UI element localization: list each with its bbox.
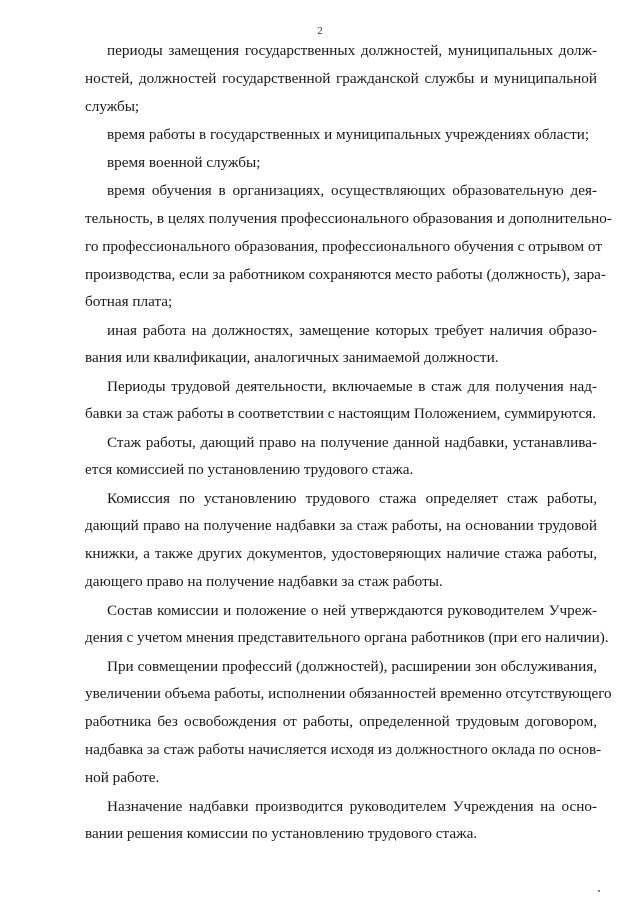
text-line: Комиссия по установлению трудового стажа определяет стаж работы,	[107, 490, 597, 507]
text-line: увеличении объема работы, исполнении обязанностей временно отсутствующего	[85, 685, 612, 702]
text-line: бавки за стаж работы в соответствии с настоящим Положением, суммируются.	[85, 405, 597, 422]
text-line: Периоды трудовой деятельности, включаемые в стаж для получения над-	[107, 378, 597, 395]
text-line: го профессионального образования, профессионального обучения с отрывом от	[85, 238, 602, 255]
text-line: работника без освобождения от работы, определенной трудовым договором,	[85, 713, 597, 730]
text-line: При совмещении профессий (должностей), расширении зон обслуживания,	[107, 658, 597, 675]
text-line: ботная плата;	[85, 293, 173, 310]
text-line: периоды замещения государственных должностей, муниципальных долж-	[107, 42, 597, 59]
text-line: вании решения комиссии по установлению трудового стажа.	[85, 825, 478, 842]
text-line: дающего право на получение надбавки за стаж работы.	[85, 573, 443, 590]
text-line: ется комиссией по установлению трудового стажа.	[85, 461, 414, 478]
text-line: службы;	[85, 98, 140, 115]
text-line: ностей, должностей государственной гражданской службы и муниципальной	[85, 70, 597, 87]
text-line: ной работе.	[85, 769, 160, 786]
text-line: время обучения в организациях, осуществляющих образовательную дея-	[107, 182, 597, 199]
text-line: время военной службы;	[107, 154, 261, 171]
scan-speck	[598, 890, 600, 892]
page-number: 2	[317, 25, 323, 37]
text-line: время работы в государственных и муниципальных учреждениях области;	[107, 126, 590, 143]
text-line: Состав комиссии и положение о ней утверждаются руководителем Учреж-	[107, 602, 597, 619]
text-line: книжки, а также других документов, удостоверяющих наличие стажа работы,	[85, 545, 597, 562]
text-line: иная работа на должностях, замещение которых требует наличия образо-	[107, 322, 597, 339]
text-line: дения с учетом мнения представительного органа работников (при его наличии).	[85, 629, 609, 646]
text-line: надбавка за стаж работы начисляется исходя из должностного оклада по основ-	[85, 741, 602, 758]
text-line: производства, если за работником сохраняются место работы (должность), зара-	[85, 266, 606, 283]
text-line: Назначение надбавки производится руководителем Учреждения на осно-	[107, 798, 597, 815]
text-line: дающий право на получение надбавки за стаж работы, на основании трудовой	[85, 517, 597, 534]
text-line: тельность, в целях получения профессионального образования и дополнительно-	[85, 210, 612, 227]
text-line: вания или квалификации, аналогичных занимаемой должности.	[85, 349, 499, 366]
text-line: Стаж работы, дающий право на получение данной надбавки, устанавлива-	[107, 434, 597, 451]
